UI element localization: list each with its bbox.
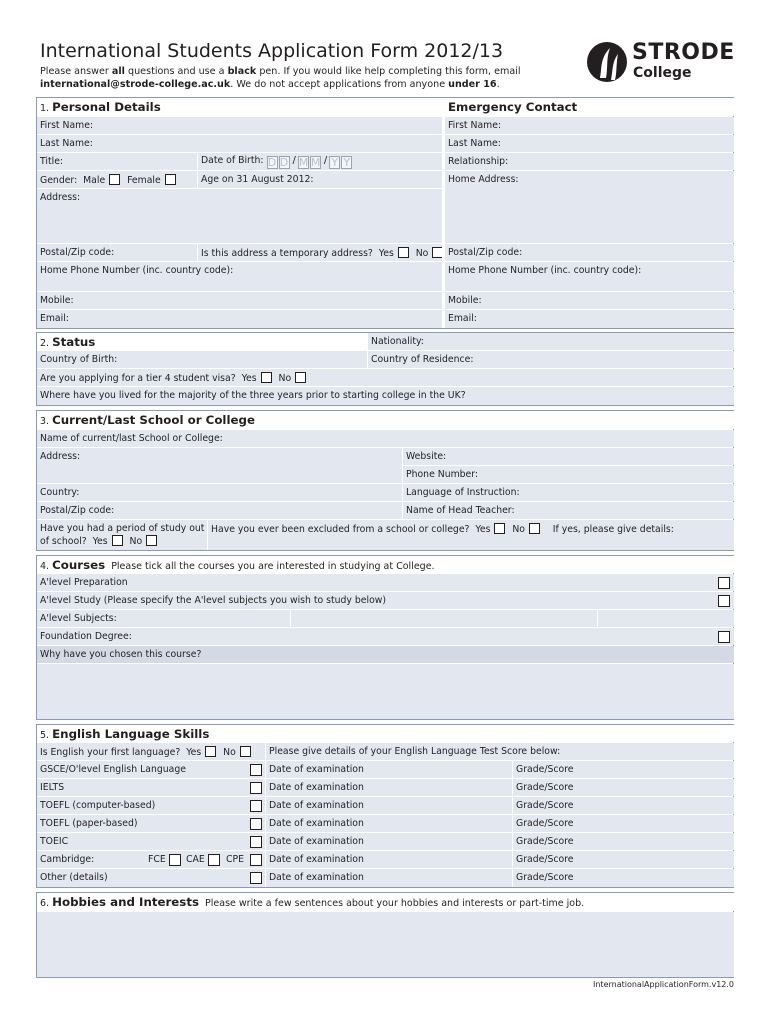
test-grade-toefl-cbt[interactable]: [513, 797, 734, 814]
field-label: Have you ever been excluded from a school or college?: [211, 524, 470, 535]
field-label: Date of examination: [269, 872, 364, 883]
test-grade-gcse[interactable]: [513, 761, 734, 778]
no-label: No: [278, 373, 292, 384]
field-label: Postal/Zip code:: [448, 247, 523, 258]
no-label: No: [512, 524, 525, 535]
section-instruction: Please write a few sentences about your hobbies and interests or part-time job.: [205, 898, 585, 909]
excluded-yes-checkbox[interactable]: [494, 523, 505, 534]
alevel-prep-row: [37, 574, 734, 591]
section-title: Status: [52, 335, 96, 349]
dob-year-box[interactable]: Y: [341, 156, 352, 169]
test-name-toefl-pbt: [37, 815, 265, 832]
field-label: Date of examination: [269, 782, 364, 793]
school-address-field[interactable]: [37, 448, 402, 483]
field-label: Grade/Score: [516, 764, 574, 775]
section-number: 4.: [40, 561, 50, 572]
section-number: 5.: [40, 730, 50, 741]
ielts-checkbox[interactable]: [250, 782, 262, 794]
test-grade-toefl-pbt[interactable]: [513, 815, 734, 832]
intro-emphasis: under 16: [448, 78, 497, 90]
courses-section: [36, 555, 734, 720]
fce-label: FCE: [148, 854, 166, 865]
yes-label: Yes: [241, 373, 257, 384]
school-website-field[interactable]: [403, 448, 734, 465]
intro-text-part: Please answer: [40, 66, 112, 77]
intro-text-part: questions and use a: [124, 66, 228, 77]
field-label: Country of Birth:: [40, 354, 118, 365]
intro-text: [40, 66, 521, 91]
test-name: GSCE/O'level English Language: [40, 764, 186, 775]
alevel-subject-field-3[interactable]: [598, 610, 734, 627]
form-version: InternationalApplicationForm.v12.0: [593, 980, 734, 989]
emergency-home-phone-field[interactable]: [445, 262, 734, 291]
field-label: Why have you chosen this course?: [40, 649, 202, 660]
status-header: [37, 333, 367, 350]
first-name-field[interactable]: [37, 117, 442, 134]
toeic-checkbox[interactable]: [250, 836, 262, 848]
dob-month-box[interactable]: M: [310, 156, 321, 169]
page-title: International Students Application Form 2012/13: [40, 40, 504, 62]
country-of-residence-field[interactable]: [368, 351, 734, 368]
study-break-yes-checkbox[interactable]: [112, 535, 123, 546]
field-label: of school?: [40, 536, 87, 547]
field-label: Address:: [40, 192, 81, 203]
postal-code-field[interactable]: [37, 244, 197, 261]
field-label: A'level Subjects:: [40, 613, 117, 624]
dob-month-box[interactable]: M: [298, 156, 309, 169]
school-phone-field[interactable]: [403, 466, 734, 483]
course-reason-textarea[interactable]: [37, 664, 734, 719]
intro-emphasis: black: [227, 66, 257, 77]
emergency-first-name-field[interactable]: [445, 117, 734, 134]
gender-field: [37, 171, 197, 188]
emergency-last-name-field[interactable]: [445, 135, 734, 152]
test-grade-toeic[interactable]: [513, 833, 734, 850]
field-label: Mobile:: [40, 295, 74, 306]
field-label: Date of examination: [269, 854, 364, 865]
field-label: Date of examination: [269, 764, 364, 775]
cae-checkbox[interactable]: [208, 854, 220, 866]
age-field[interactable]: [198, 171, 442, 188]
intro-text-part: pen. If you would like help completing this form, email: [256, 66, 521, 77]
field-label: If yes, please give details:: [552, 524, 674, 535]
excluded-no-checkbox[interactable]: [529, 523, 540, 534]
test-date-other[interactable]: [266, 869, 512, 887]
exclusion-field: [208, 520, 734, 550]
status-section: [36, 332, 734, 406]
emergency-postal-code-field[interactable]: [445, 244, 734, 261]
field-label: Please give details of your English Language Test Score below:: [269, 746, 561, 757]
school-postal-code-field[interactable]: [37, 502, 402, 519]
address-field[interactable]: [37, 189, 442, 243]
foundation-degree-checkbox[interactable]: [718, 631, 730, 643]
field-label: Grade/Score: [516, 854, 574, 865]
date-of-birth-field[interactable]: [198, 153, 442, 170]
test-date-toefl-pbt[interactable]: [266, 815, 512, 832]
student-visa-field: [37, 369, 734, 386]
emergency-home-address-field[interactable]: [445, 171, 734, 243]
section-title: Personal Details: [52, 100, 161, 114]
intro-text-part: . We do not accept applications from anyone: [230, 78, 449, 90]
field-label: Grade/Score: [516, 782, 574, 793]
male-checkbox[interactable]: [109, 174, 120, 185]
hobbies-section: [36, 892, 734, 978]
test-details-label: [266, 743, 734, 760]
home-phone-field[interactable]: [37, 262, 442, 291]
test-name: Cambridge:: [40, 854, 95, 865]
field-label: Have you had a period of study out: [40, 523, 205, 534]
first-language-yes-checkbox[interactable]: [205, 746, 216, 757]
alevel-subject-field-2[interactable]: [291, 610, 597, 627]
no-label: No: [415, 248, 429, 259]
temp-address-yes-checkbox[interactable]: [398, 247, 409, 258]
language-of-instruction-field[interactable]: [403, 484, 734, 501]
test-name-toefl-cbt: [37, 797, 265, 814]
school-section: [36, 410, 734, 551]
field-label: Date of examination: [269, 800, 364, 811]
personal-details-section: [36, 97, 734, 329]
test-name: Other (details): [40, 872, 108, 883]
field-label: Name of current/last School or College:: [40, 433, 223, 444]
section-number: 3.: [40, 416, 50, 427]
school-header: [37, 411, 734, 429]
english-header: [37, 725, 734, 742]
intro-emphasis: all: [111, 66, 125, 77]
field-label: A'level Preparation: [40, 577, 128, 588]
test-name-other: [37, 869, 265, 887]
test-name: TOEFL (paper-based): [40, 818, 138, 829]
field-label: Mobile:: [448, 295, 482, 306]
field-label: Relationship:: [448, 156, 509, 167]
male-label: Male: [83, 175, 106, 186]
emergency-relationship-field[interactable]: [445, 153, 734, 170]
field-label: Postal/Zip code:: [40, 247, 115, 258]
date-separator: /: [292, 155, 296, 166]
field-label: Date of Birth:: [201, 155, 264, 166]
college-logo: [586, 40, 736, 84]
test-name-ielts: [37, 779, 265, 796]
field-label: Where have you lived for the majority of the three years prior to starting college in the UK?: [40, 390, 466, 401]
mobile-field[interactable]: [37, 292, 442, 309]
school-name-field[interactable]: [37, 430, 734, 447]
date-separator: /: [323, 155, 328, 166]
cpe-checkbox[interactable]: [250, 854, 262, 866]
temporary-address-field: [198, 244, 442, 261]
alevel-study-checkbox[interactable]: [718, 595, 730, 607]
toefl-cbt-checkbox[interactable]: [250, 800, 262, 812]
test-date-toeic[interactable]: [266, 833, 512, 850]
first-language-field: [37, 743, 265, 760]
test-name: TOEFL (computer-based): [40, 800, 156, 811]
test-date-ielts[interactable]: [266, 779, 512, 796]
field-label: Website:: [406, 451, 447, 462]
field-label: Country:: [40, 487, 80, 498]
field-label: Grade/Score: [516, 818, 574, 829]
field-label: Language of Instruction:: [406, 487, 520, 498]
visa-no-checkbox[interactable]: [295, 372, 306, 383]
female-label: Female: [127, 175, 161, 186]
field-label: First Name:: [40, 120, 94, 131]
school-country-field[interactable]: [37, 484, 402, 501]
cpe-label: CPE: [226, 854, 244, 865]
fce-checkbox[interactable]: [169, 854, 181, 866]
contact-email: international@strode-college.ac.uk: [40, 78, 231, 90]
section-instruction: Please tick all the courses you are interested in studying at College.: [111, 561, 435, 572]
no-label: No: [223, 747, 236, 758]
field-label: Grade/Score: [516, 872, 574, 883]
field-label: Foundation Degree:: [40, 631, 132, 642]
alevel-subjects-field[interactable]: [37, 610, 290, 627]
field-label: Address:: [40, 451, 81, 462]
field-label: Is English your first language?: [40, 747, 181, 758]
field-label: Is this address a temporary address?: [201, 248, 373, 259]
title-field[interactable]: [37, 153, 197, 170]
test-name: TOEIC: [40, 836, 69, 847]
field-label: A'level Study (Please specify the A'level subjects you wish to study below): [40, 595, 387, 606]
test-date-toefl-cbt[interactable]: [266, 797, 512, 814]
strode-emblem-icon: [586, 40, 628, 84]
prior-residence-field[interactable]: [37, 387, 734, 405]
field-label: Grade/Score: [516, 800, 574, 811]
alevel-study-row: [37, 592, 734, 609]
section-title: Emergency Contact: [448, 100, 578, 114]
english-section: [36, 724, 734, 888]
field-label: Last Name:: [448, 138, 501, 149]
field-label: Last Name:: [40, 138, 93, 149]
field-label: Title:: [40, 156, 64, 167]
head-teacher-field[interactable]: [403, 502, 734, 519]
section-title: Hobbies and Interests: [52, 895, 199, 909]
test-grade-ielts[interactable]: [513, 779, 734, 796]
field-label: Phone Number:: [406, 469, 479, 480]
dob-year-box[interactable]: Y: [329, 156, 340, 169]
field-label: Age on 31 August 2012:: [201, 174, 314, 185]
field-label: Email:: [40, 313, 69, 324]
emergency-email-field[interactable]: [445, 310, 734, 328]
section-number: 6.: [40, 898, 50, 909]
field-label: Postal/Zip code:: [40, 505, 115, 516]
visa-yes-checkbox[interactable]: [261, 372, 272, 383]
yes-label: Yes: [92, 536, 108, 547]
study-break-field: [37, 520, 207, 550]
nationality-field[interactable]: [368, 333, 734, 350]
logo-name: STRODE: [632, 40, 735, 65]
female-checkbox[interactable]: [165, 174, 176, 185]
first-language-no-checkbox[interactable]: [240, 746, 251, 757]
cae-label: CAE: [186, 854, 205, 865]
no-label: No: [129, 536, 143, 547]
test-name-toeic: [37, 833, 265, 850]
study-break-no-checkbox[interactable]: [146, 535, 157, 546]
intro-text-part: .: [496, 78, 500, 90]
test-date-cambridge[interactable]: [266, 851, 512, 868]
field-label: Date of examination: [269, 836, 364, 847]
field-label: Email:: [448, 313, 477, 324]
field-label: Gender:: [40, 175, 78, 186]
field-label: Are you applying for a tier 4 student visa?: [40, 373, 236, 384]
courses-header: [37, 556, 734, 573]
field-label: Home Phone Number (inc. country code):: [448, 265, 642, 276]
section-title: Current/Last School or College: [52, 413, 255, 427]
yes-label: Yes: [475, 524, 491, 535]
email-field[interactable]: [37, 310, 442, 328]
hobbies-textarea[interactable]: [37, 912, 734, 977]
yes-label: Yes: [186, 747, 202, 758]
yes-label: Yes: [378, 248, 394, 259]
section-title: English Language Skills: [52, 727, 210, 741]
dob-day-box[interactable]: D: [279, 156, 289, 169]
test-grade-cambridge[interactable]: [513, 851, 734, 868]
alevel-prep-checkbox[interactable]: [718, 577, 730, 589]
field-label: Country of Residence:: [371, 354, 474, 365]
emergency-contact-header: [445, 98, 734, 116]
test-date-gcse[interactable]: [266, 761, 512, 778]
field-label: Nationality:: [371, 336, 424, 347]
field-label: Grade/Score: [516, 836, 574, 847]
emergency-mobile-field[interactable]: [445, 292, 734, 309]
dob-day-box[interactable]: D: [267, 156, 277, 169]
field-label: Home Phone Number (inc. country code):: [40, 265, 234, 276]
logo-subtitle: College: [633, 65, 692, 81]
section-number: 2.: [40, 338, 50, 349]
section-number: 1.: [40, 103, 50, 114]
toefl-pbt-checkbox[interactable]: [250, 818, 262, 830]
test-grade-other[interactable]: [513, 869, 734, 887]
field-label: Date of examination: [269, 818, 364, 829]
last-name-field[interactable]: [37, 135, 442, 152]
country-of-birth-field[interactable]: [37, 351, 367, 368]
other-test-checkbox[interactable]: [250, 872, 262, 884]
section-title: Courses: [52, 558, 106, 572]
field-label: Home Address:: [448, 174, 519, 185]
personal-details-header: [37, 98, 442, 116]
hobbies-header: [37, 893, 734, 911]
test-name: IELTS: [40, 782, 65, 793]
gcse-checkbox[interactable]: [250, 764, 262, 776]
field-label: Name of Head Teacher:: [406, 505, 515, 516]
field-label: First Name:: [448, 120, 502, 131]
course-reason-label: [37, 646, 734, 663]
foundation-degree-row: [37, 628, 734, 645]
test-name-gcse: [37, 761, 265, 778]
temp-address-no-checkbox[interactable]: [432, 247, 442, 258]
